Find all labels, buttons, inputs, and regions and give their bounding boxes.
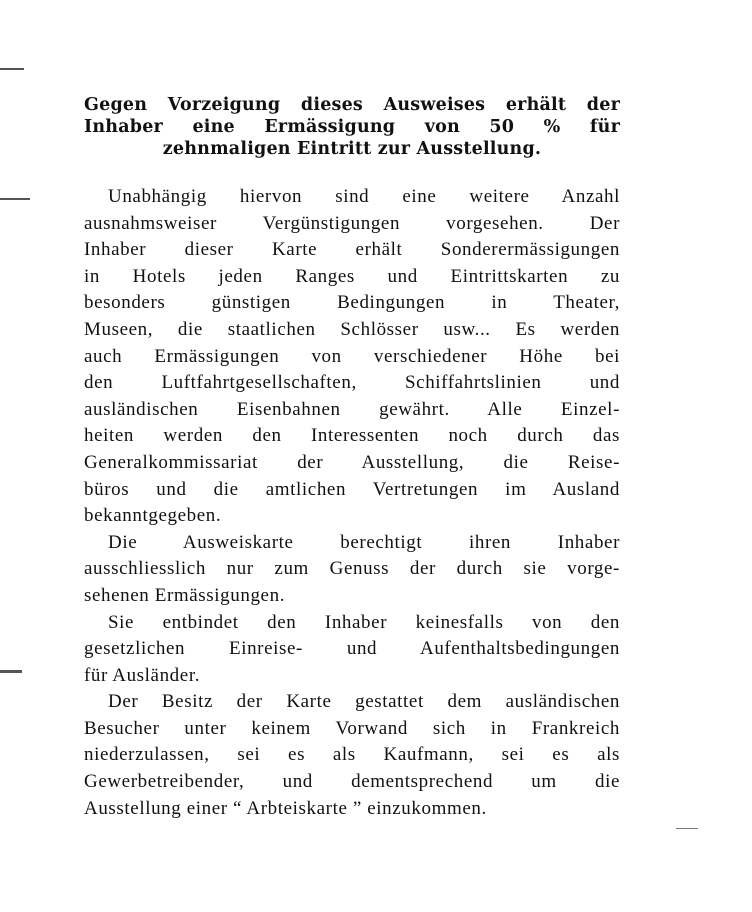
- text-line: Inhaber dieser Karte erhält Sonderermässigungen: [84, 239, 620, 261]
- paragraph-entitlement: [84, 530, 620, 610]
- text-line: auch Ermässigungen von verschiedener Höhe bei: [84, 345, 620, 367]
- scan-mark: [0, 670, 22, 673]
- notice-heading: [84, 94, 620, 160]
- text-line: besonders günstigen Bedingungen in Theater,: [84, 292, 620, 314]
- text-line: für Ausländer.: [84, 664, 201, 686]
- text-line: bekanntgegeben.: [84, 505, 222, 527]
- text-line: Gewerbetreibender, und dementsprechend um die: [84, 771, 620, 793]
- text-line: Generalkommissariat der Ausstellung, die Reise-: [84, 451, 620, 473]
- text-line: ausschliesslich nur zum Genuss der durch sie vorge-: [84, 558, 620, 580]
- text-line: ausländischen Eisenbahnen gewährt. Alle Einzel-: [84, 398, 620, 420]
- text-line: büros und die amtlichen Vertretungen im Ausland: [84, 478, 620, 500]
- scan-mark: [0, 68, 24, 70]
- text-line: niederzulassen, sei es als Kaufmann, sei es als: [84, 744, 620, 766]
- paragraph-work-permit: [84, 689, 620, 822]
- text-line: Besucher unter keinem Vorwand sich in Frankreich: [84, 717, 620, 739]
- text-line: Museen, die staatlichen Schlösser usw... Es werden: [84, 318, 620, 340]
- paragraph-benefits: [84, 184, 620, 530]
- text-line: in Hotels jeden Ranges und Eintrittskarten zu: [84, 265, 620, 287]
- scan-mark: [676, 828, 698, 829]
- text-line: ausnahmsweiser Vergünstigungen vorgesehen. Der: [84, 212, 620, 234]
- heading-line: Inhaber eine Ermässigung von 50 % für: [84, 117, 620, 137]
- text-line: Ausstellung einer “ Arbteiskarte ” einzukommen.: [84, 797, 487, 819]
- body-text: [84, 184, 620, 822]
- text-line: Unabhängig hiervon sind eine weitere Anzahl: [108, 186, 620, 207]
- text-line: Sie entbindet den Inhaber keinesfalls von den: [108, 611, 620, 633]
- text-line: gesetzlichen Einreise- und Aufenthaltsbedingungen: [84, 638, 620, 660]
- heading-line: zehnmaligen Eintritt zur Ausstellung.: [162, 139, 542, 159]
- text-line: Die Ausweiskarte berechtigt ihren Inhaber: [108, 531, 620, 553]
- text-line: Der Besitz der Karte gestattet dem ausländischen: [108, 691, 620, 713]
- text-line: den Luftfahrtgesellschaften, Schiffahrtslinien und: [84, 372, 620, 394]
- scan-mark: [0, 198, 30, 200]
- paragraph-entry-conditions: [84, 610, 620, 690]
- text-line: heiten werden den Interessenten noch durch das: [84, 425, 620, 447]
- heading-line: Gegen Vorzeigung dieses Ausweises erhält der: [84, 95, 620, 115]
- text-line: sehenen Ermässigungen.: [84, 584, 286, 606]
